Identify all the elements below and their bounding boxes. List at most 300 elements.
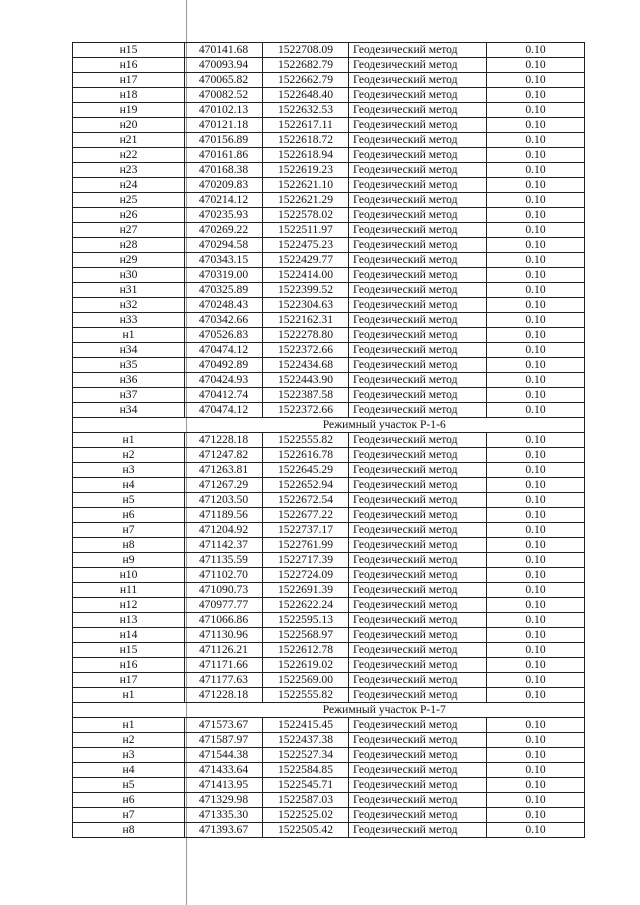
point-number-cell: н17	[73, 673, 185, 688]
point-number-cell: н3	[73, 748, 185, 763]
table-row	[73, 613, 585, 628]
x-coordinate-cell: 471142.37	[185, 538, 263, 553]
x-coordinate-cell: 471247.82	[185, 448, 263, 463]
table-row	[73, 553, 585, 568]
y-coordinate-cell: 1522616.78	[263, 448, 349, 463]
x-coordinate-cell: 470412.74	[185, 388, 263, 403]
y-coordinate-cell: 1522677.22	[263, 508, 349, 523]
y-coordinate-cell: 1522619.02	[263, 658, 349, 673]
x-coordinate-cell: 471228.18	[185, 688, 263, 703]
table-row	[73, 388, 585, 403]
point-number-cell: н1	[73, 718, 185, 733]
point-number-cell: н5	[73, 493, 185, 508]
precision-cell: 0.10	[487, 538, 585, 553]
point-number-cell: н1	[73, 328, 185, 343]
precision-cell: 0.10	[487, 568, 585, 583]
table-row	[73, 403, 585, 418]
table-row	[73, 538, 585, 553]
x-coordinate-cell: 470121.18	[185, 118, 263, 133]
point-number-cell: н2	[73, 448, 185, 463]
table-row	[73, 778, 585, 793]
table-row	[73, 343, 585, 358]
x-coordinate-cell: 471189.56	[185, 508, 263, 523]
point-number-cell: н30	[73, 268, 185, 283]
point-number-cell: н14	[73, 628, 185, 643]
precision-cell: 0.10	[487, 523, 585, 538]
y-coordinate-cell: 1522511.97	[263, 223, 349, 238]
point-number-cell: н24	[73, 178, 185, 193]
y-coordinate-cell: 1522717.39	[263, 553, 349, 568]
table-row	[73, 313, 585, 328]
point-number-cell: н27	[73, 223, 185, 238]
method-cell: Геодезический метод	[349, 433, 487, 448]
precision-cell: 0.10	[487, 463, 585, 478]
y-coordinate-cell: 1522415.45	[263, 718, 349, 733]
table-row	[73, 568, 585, 583]
x-coordinate-cell: 471329.98	[185, 793, 263, 808]
precision-cell: 0.10	[487, 373, 585, 388]
table-row	[73, 808, 585, 823]
point-number-cell: н9	[73, 553, 185, 568]
x-coordinate-cell: 470248.43	[185, 298, 263, 313]
method-cell: Геодезический метод	[349, 823, 487, 838]
precision-cell: 0.10	[487, 163, 585, 178]
table-row	[73, 523, 585, 538]
section-heading-spacer	[73, 418, 185, 433]
method-cell: Геодезический метод	[349, 148, 487, 163]
x-coordinate-cell: 470342.66	[185, 313, 263, 328]
point-number-cell: н19	[73, 103, 185, 118]
y-coordinate-cell: 1522621.29	[263, 193, 349, 208]
table-row	[73, 478, 585, 493]
table-row	[73, 253, 585, 268]
table-row	[73, 178, 585, 193]
y-coordinate-cell: 1522437.38	[263, 733, 349, 748]
y-coordinate-cell: 1522595.13	[263, 613, 349, 628]
x-coordinate-cell: 470474.12	[185, 403, 263, 418]
method-cell: Геодезический метод	[349, 283, 487, 298]
method-cell: Геодезический метод	[349, 238, 487, 253]
table-row	[73, 223, 585, 238]
table-row	[73, 238, 585, 253]
y-coordinate-cell: 1522555.82	[263, 688, 349, 703]
x-coordinate-cell: 471135.59	[185, 553, 263, 568]
point-number-cell: н8	[73, 823, 185, 838]
x-coordinate-cell: 471263.81	[185, 463, 263, 478]
x-coordinate-cell: 471433.64	[185, 763, 263, 778]
table-row	[73, 73, 585, 88]
precision-cell: 0.10	[487, 658, 585, 673]
x-coordinate-cell: 470474.12	[185, 343, 263, 358]
coordinates-table	[72, 42, 585, 838]
x-coordinate-cell: 471573.67	[185, 718, 263, 733]
method-cell: Геодезический метод	[349, 103, 487, 118]
y-coordinate-cell: 1522691.39	[263, 583, 349, 598]
method-cell: Геодезический метод	[349, 538, 487, 553]
method-cell: Геодезический метод	[349, 298, 487, 313]
method-cell: Геодезический метод	[349, 373, 487, 388]
y-coordinate-cell: 1522505.42	[263, 823, 349, 838]
method-cell: Геодезический метод	[349, 88, 487, 103]
method-cell: Геодезический метод	[349, 448, 487, 463]
precision-cell: 0.10	[487, 253, 585, 268]
precision-cell: 0.10	[487, 358, 585, 373]
method-cell: Геодезический метод	[349, 268, 487, 283]
point-number-cell: н28	[73, 238, 185, 253]
x-coordinate-cell: 470319.00	[185, 268, 263, 283]
y-coordinate-cell: 1522434.68	[263, 358, 349, 373]
table-row	[73, 688, 585, 703]
table-row	[73, 448, 585, 463]
method-cell: Геодезический метод	[349, 583, 487, 598]
precision-cell: 0.10	[487, 448, 585, 463]
method-cell: Геодезический метод	[349, 58, 487, 73]
precision-cell: 0.10	[487, 328, 585, 343]
point-number-cell: н20	[73, 118, 185, 133]
table-row	[73, 358, 585, 373]
method-cell: Геодезический метод	[349, 778, 487, 793]
method-cell: Геодезический метод	[349, 343, 487, 358]
y-coordinate-cell: 1522672.54	[263, 493, 349, 508]
x-coordinate-cell: 471587.97	[185, 733, 263, 748]
table-row	[73, 718, 585, 733]
x-coordinate-cell: 470235.93	[185, 208, 263, 223]
point-number-cell: н15	[73, 643, 185, 658]
precision-cell: 0.10	[487, 493, 585, 508]
section-heading-spacer	[73, 703, 185, 718]
x-coordinate-cell: 471102.70	[185, 568, 263, 583]
y-coordinate-cell: 1522578.02	[263, 208, 349, 223]
precision-cell: 0.10	[487, 43, 585, 58]
precision-cell: 0.10	[487, 508, 585, 523]
x-coordinate-cell: 471171.66	[185, 658, 263, 673]
precision-cell: 0.10	[487, 688, 585, 703]
x-coordinate-cell: 471130.96	[185, 628, 263, 643]
x-coordinate-cell: 470526.83	[185, 328, 263, 343]
table-row	[73, 643, 585, 658]
precision-cell: 0.10	[487, 433, 585, 448]
method-cell: Геодезический метод	[349, 253, 487, 268]
method-cell: Геодезический метод	[349, 178, 487, 193]
precision-cell: 0.10	[487, 583, 585, 598]
table-row	[73, 283, 585, 298]
table-row	[73, 433, 585, 448]
point-number-cell: н29	[73, 253, 185, 268]
y-coordinate-cell: 1522618.72	[263, 133, 349, 148]
point-number-cell: н17	[73, 73, 185, 88]
x-coordinate-cell: 470141.68	[185, 43, 263, 58]
method-cell: Геодезический метод	[349, 313, 487, 328]
precision-cell: 0.10	[487, 718, 585, 733]
table-row	[73, 673, 585, 688]
y-coordinate-cell: 1522621.10	[263, 178, 349, 193]
table-row	[73, 493, 585, 508]
method-cell: Геодезический метод	[349, 793, 487, 808]
point-number-cell: н34	[73, 343, 185, 358]
method-cell: Геодезический метод	[349, 388, 487, 403]
point-number-cell: н7	[73, 808, 185, 823]
y-coordinate-cell: 1522619.23	[263, 163, 349, 178]
table-row	[73, 508, 585, 523]
point-number-cell: н16	[73, 58, 185, 73]
y-coordinate-cell: 1522584.85	[263, 763, 349, 778]
y-coordinate-cell: 1522587.03	[263, 793, 349, 808]
precision-cell: 0.10	[487, 133, 585, 148]
table-row	[73, 628, 585, 643]
y-coordinate-cell: 1522304.63	[263, 298, 349, 313]
section-heading: Режимный участок Р-1-6	[185, 418, 585, 433]
y-coordinate-cell: 1522372.66	[263, 403, 349, 418]
table-row	[73, 598, 585, 613]
x-coordinate-cell: 471335.30	[185, 808, 263, 823]
x-coordinate-cell: 470168.38	[185, 163, 263, 178]
table-row	[73, 763, 585, 778]
y-coordinate-cell: 1522724.09	[263, 568, 349, 583]
point-number-cell: н2	[73, 733, 185, 748]
table-row	[73, 208, 585, 223]
method-cell: Геодезический метод	[349, 763, 487, 778]
precision-cell: 0.10	[487, 298, 585, 313]
precision-cell: 0.10	[487, 208, 585, 223]
point-number-cell: н32	[73, 298, 185, 313]
table-row	[73, 583, 585, 598]
x-coordinate-cell: 471090.73	[185, 583, 263, 598]
method-cell: Геодезический метод	[349, 748, 487, 763]
y-coordinate-cell: 1522617.11	[263, 118, 349, 133]
method-cell: Геодезический метод	[349, 163, 487, 178]
x-coordinate-cell: 470156.89	[185, 133, 263, 148]
point-number-cell: н18	[73, 88, 185, 103]
table-row	[73, 793, 585, 808]
method-cell: Геодезический метод	[349, 193, 487, 208]
y-coordinate-cell: 1522708.09	[263, 43, 349, 58]
precision-cell: 0.10	[487, 823, 585, 838]
method-cell: Геодезический метод	[349, 403, 487, 418]
x-coordinate-cell: 471066.86	[185, 613, 263, 628]
precision-cell: 0.10	[487, 478, 585, 493]
x-coordinate-cell: 470424.93	[185, 373, 263, 388]
method-cell: Геодезический метод	[349, 118, 487, 133]
x-coordinate-cell: 470209.83	[185, 178, 263, 193]
point-number-cell: н11	[73, 583, 185, 598]
y-coordinate-cell: 1522525.02	[263, 808, 349, 823]
y-coordinate-cell: 1522645.29	[263, 463, 349, 478]
y-coordinate-cell: 1522527.34	[263, 748, 349, 763]
coordinates-table-body	[73, 43, 585, 838]
point-number-cell: н8	[73, 538, 185, 553]
point-number-cell: н12	[73, 598, 185, 613]
precision-cell: 0.10	[487, 148, 585, 163]
x-coordinate-cell: 471203.50	[185, 493, 263, 508]
method-cell: Геодезический метод	[349, 43, 487, 58]
precision-cell: 0.10	[487, 178, 585, 193]
x-coordinate-cell: 471126.21	[185, 643, 263, 658]
point-number-cell: н4	[73, 478, 185, 493]
precision-cell: 0.10	[487, 343, 585, 358]
x-coordinate-cell: 471393.67	[185, 823, 263, 838]
x-coordinate-cell: 470269.22	[185, 223, 263, 238]
table-row	[73, 268, 585, 283]
x-coordinate-cell: 471544.38	[185, 748, 263, 763]
precision-cell: 0.10	[487, 598, 585, 613]
y-coordinate-cell: 1522761.99	[263, 538, 349, 553]
y-coordinate-cell: 1522622.24	[263, 598, 349, 613]
point-number-cell: н1	[73, 688, 185, 703]
method-cell: Геодезический метод	[349, 493, 487, 508]
x-coordinate-cell: 470492.89	[185, 358, 263, 373]
y-coordinate-cell: 1522555.82	[263, 433, 349, 448]
x-coordinate-cell: 470325.89	[185, 283, 263, 298]
y-coordinate-cell: 1522387.58	[263, 388, 349, 403]
table-row	[73, 193, 585, 208]
point-number-cell: н4	[73, 763, 185, 778]
precision-cell: 0.10	[487, 58, 585, 73]
point-number-cell: н36	[73, 373, 185, 388]
precision-cell: 0.10	[487, 73, 585, 88]
point-number-cell: н21	[73, 133, 185, 148]
precision-cell: 0.10	[487, 88, 585, 103]
point-number-cell: н33	[73, 313, 185, 328]
x-coordinate-cell: 470977.77	[185, 598, 263, 613]
precision-cell: 0.10	[487, 733, 585, 748]
method-cell: Геодезический метод	[349, 553, 487, 568]
x-coordinate-cell: 470294.58	[185, 238, 263, 253]
method-cell: Геодезический метод	[349, 358, 487, 373]
method-cell: Геодезический метод	[349, 133, 487, 148]
precision-cell: 0.10	[487, 313, 585, 328]
method-cell: Геодезический метод	[349, 643, 487, 658]
point-number-cell: н31	[73, 283, 185, 298]
y-coordinate-cell: 1522682.79	[263, 58, 349, 73]
precision-cell: 0.10	[487, 403, 585, 418]
precision-cell: 0.10	[487, 673, 585, 688]
point-number-cell: н7	[73, 523, 185, 538]
y-coordinate-cell: 1522662.79	[263, 73, 349, 88]
point-number-cell: н13	[73, 613, 185, 628]
x-coordinate-cell: 470161.86	[185, 148, 263, 163]
y-coordinate-cell: 1522737.17	[263, 523, 349, 538]
precision-cell: 0.10	[487, 553, 585, 568]
x-coordinate-cell: 471267.29	[185, 478, 263, 493]
precision-cell: 0.10	[487, 268, 585, 283]
point-number-cell: н10	[73, 568, 185, 583]
table-row	[73, 133, 585, 148]
x-coordinate-cell: 471228.18	[185, 433, 263, 448]
method-cell: Геодезический метод	[349, 328, 487, 343]
method-cell: Геодезический метод	[349, 658, 487, 673]
precision-cell: 0.10	[487, 808, 585, 823]
point-number-cell: н15	[73, 43, 185, 58]
y-coordinate-cell: 1522618.94	[263, 148, 349, 163]
y-coordinate-cell: 1522278.80	[263, 328, 349, 343]
table-row	[73, 163, 585, 178]
method-cell: Геодезический метод	[349, 508, 487, 523]
y-coordinate-cell: 1522162.31	[263, 313, 349, 328]
table-row	[73, 298, 585, 313]
method-cell: Геодезический метод	[349, 73, 487, 88]
method-cell: Геодезический метод	[349, 673, 487, 688]
precision-cell: 0.10	[487, 748, 585, 763]
table-row	[73, 463, 585, 478]
point-number-cell: н5	[73, 778, 185, 793]
table-row	[73, 733, 585, 748]
x-coordinate-cell: 470093.94	[185, 58, 263, 73]
y-coordinate-cell: 1522475.23	[263, 238, 349, 253]
method-cell: Геодезический метод	[349, 733, 487, 748]
point-number-cell: н34	[73, 403, 185, 418]
x-coordinate-cell: 470082.52	[185, 88, 263, 103]
y-coordinate-cell: 1522443.90	[263, 373, 349, 388]
point-number-cell: н35	[73, 358, 185, 373]
x-coordinate-cell: 471413.95	[185, 778, 263, 793]
table-row	[73, 43, 585, 58]
method-cell: Геодезический метод	[349, 628, 487, 643]
precision-cell: 0.10	[487, 223, 585, 238]
y-coordinate-cell: 1522648.40	[263, 88, 349, 103]
y-coordinate-cell: 1522372.66	[263, 343, 349, 358]
y-coordinate-cell: 1522569.00	[263, 673, 349, 688]
point-number-cell: н16	[73, 658, 185, 673]
table-row	[73, 148, 585, 163]
y-coordinate-cell: 1522652.94	[263, 478, 349, 493]
x-coordinate-cell: 471177.63	[185, 673, 263, 688]
section-heading-row	[73, 703, 585, 718]
y-coordinate-cell: 1522545.71	[263, 778, 349, 793]
point-number-cell: н37	[73, 388, 185, 403]
precision-cell: 0.10	[487, 118, 585, 133]
method-cell: Геодезический метод	[349, 808, 487, 823]
precision-cell: 0.10	[487, 793, 585, 808]
x-coordinate-cell: 470214.12	[185, 193, 263, 208]
method-cell: Геодезический метод	[349, 718, 487, 733]
method-cell: Геодезический метод	[349, 463, 487, 478]
point-number-cell: н6	[73, 793, 185, 808]
point-number-cell: н6	[73, 508, 185, 523]
table-row	[73, 58, 585, 73]
point-number-cell: н22	[73, 148, 185, 163]
point-number-cell: н3	[73, 463, 185, 478]
method-cell: Геодезический метод	[349, 568, 487, 583]
method-cell: Геодезический метод	[349, 598, 487, 613]
y-coordinate-cell: 1522612.78	[263, 643, 349, 658]
precision-cell: 0.10	[487, 643, 585, 658]
method-cell: Геодезический метод	[349, 613, 487, 628]
table-row	[73, 658, 585, 673]
y-coordinate-cell: 1522399.52	[263, 283, 349, 298]
point-number-cell: н25	[73, 193, 185, 208]
table-row	[73, 823, 585, 838]
precision-cell: 0.10	[487, 283, 585, 298]
table-row	[73, 118, 585, 133]
method-cell: Геодезический метод	[349, 523, 487, 538]
method-cell: Геодезический метод	[349, 208, 487, 223]
y-coordinate-cell: 1522568.97	[263, 628, 349, 643]
method-cell: Геодезический метод	[349, 223, 487, 238]
precision-cell: 0.10	[487, 103, 585, 118]
point-number-cell: н26	[73, 208, 185, 223]
table-row	[73, 88, 585, 103]
y-coordinate-cell: 1522414.00	[263, 268, 349, 283]
precision-cell: 0.10	[487, 193, 585, 208]
x-coordinate-cell: 470102.13	[185, 103, 263, 118]
method-cell: Геодезический метод	[349, 478, 487, 493]
table-row	[73, 373, 585, 388]
table-row	[73, 328, 585, 343]
precision-cell: 0.10	[487, 628, 585, 643]
point-number-cell: н1	[73, 433, 185, 448]
table-row	[73, 748, 585, 763]
precision-cell: 0.10	[487, 763, 585, 778]
